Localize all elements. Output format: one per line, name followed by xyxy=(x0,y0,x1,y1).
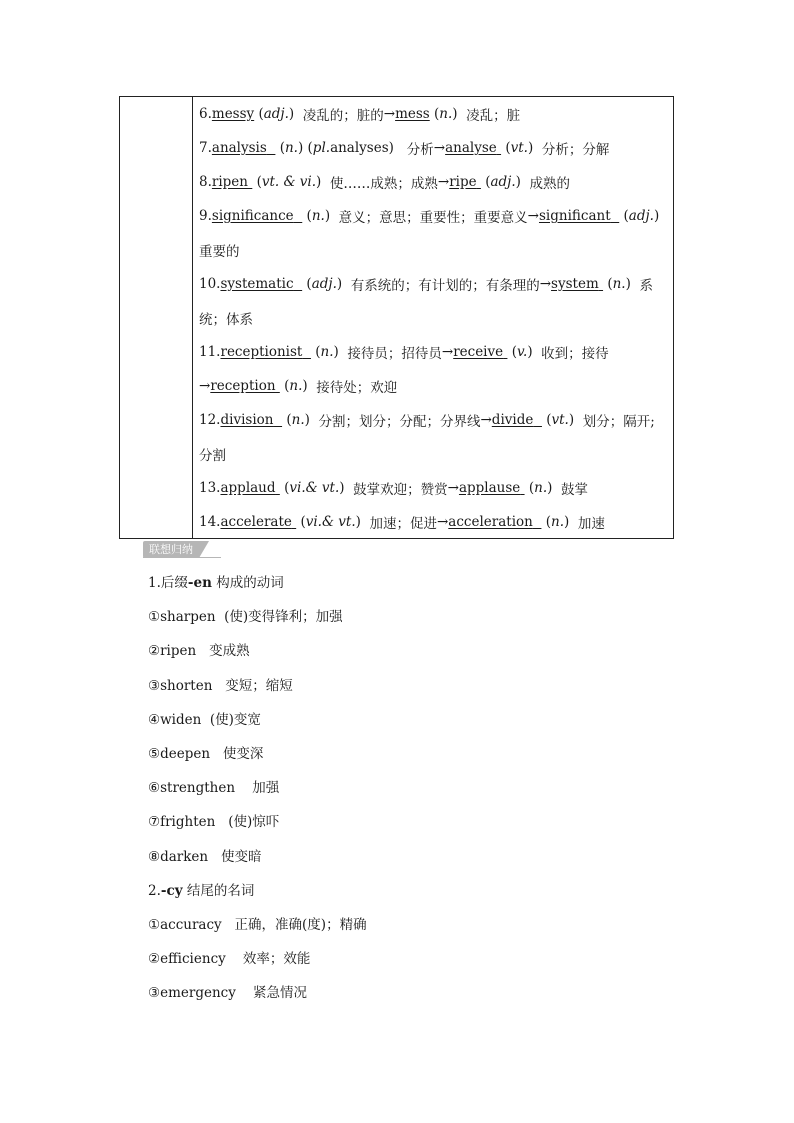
entry-pos: adj. xyxy=(311,276,337,292)
entry-pos: n. xyxy=(320,344,334,360)
list-item: ⑤deepen 使变深 xyxy=(148,745,264,762)
heading-suffix-bold: -en xyxy=(187,575,212,591)
entry-word: messy xyxy=(211,106,255,122)
derived-pos: vt. xyxy=(551,412,569,428)
derived-word: system xyxy=(551,276,599,292)
entry-number: 6. xyxy=(199,106,212,122)
entry-word: analysis xyxy=(211,140,267,156)
list-item: ⑦frighten (使)惊吓 xyxy=(148,814,280,831)
list-item: ②efficiency 效率；效能 xyxy=(148,951,311,968)
arrow: → xyxy=(433,140,446,156)
derived-word: ripe xyxy=(449,174,477,190)
entry-pos: n. xyxy=(311,208,325,224)
entry-pos: vi.& vt. xyxy=(305,514,356,530)
heading-prefix: 1.后缀 xyxy=(148,575,188,591)
entry-number: 11. xyxy=(199,344,221,360)
arrow: → xyxy=(199,378,211,394)
entry-10-cont xyxy=(199,301,667,335)
section-heading xyxy=(148,874,668,908)
entry-word: division xyxy=(220,412,274,428)
entry-word: systematic xyxy=(220,276,294,292)
derived-pos: n. xyxy=(439,106,453,122)
derived-word: acceleration xyxy=(448,514,533,530)
entry-10: 10. systematic ( adj. ) 有系统的；有计划的；有条理的 → system ( n. ) 系 xyxy=(199,276,653,294)
entry-9-cont xyxy=(199,233,667,267)
derived-pos: n. xyxy=(551,514,564,530)
derived-meaning: 成熟的 xyxy=(529,176,571,192)
plural-label: pl. xyxy=(312,140,331,156)
arrow: → xyxy=(447,480,459,496)
entry-word: receptionist xyxy=(220,344,303,360)
derived-pos: vt. xyxy=(510,140,528,156)
entry-word: ripen xyxy=(211,174,248,190)
entry-number: 10. xyxy=(199,276,221,292)
arrow: → xyxy=(383,106,396,122)
entry-word: accelerate xyxy=(220,514,292,530)
derived-pos: n. xyxy=(612,276,626,292)
derived-meaning: 统；体系 xyxy=(199,312,253,328)
entry-word: applaud xyxy=(220,480,276,496)
entry-12: 12. division ( n. ) 分割；划分；分配；分界线 → divide ( vt. ) 划分；隔开; xyxy=(199,412,655,430)
entry-meaning: 鼓掌欢迎；赞赏 xyxy=(353,482,448,498)
association-notes xyxy=(148,566,668,1010)
derived-meaning: 分割 xyxy=(199,448,226,464)
derived-meaning: 接待处；欢迎 xyxy=(316,380,398,396)
entry-number: 8. xyxy=(199,174,212,190)
entry-pos: vi.& vt. xyxy=(289,480,340,496)
heading-text: 结尾的名词 xyxy=(182,882,255,899)
entry-number: 12. xyxy=(199,412,221,428)
arrow: → xyxy=(527,208,539,224)
entry-number: 7. xyxy=(199,140,212,156)
list-item: ③emergency 紧急情况 xyxy=(148,985,308,1002)
section-heading xyxy=(148,566,668,600)
heading-prefix: 2. xyxy=(148,882,161,899)
entry-7: 7. analysis ( n. ) ( pl. analyses ) 分析 → analyse ( vt. ) 分析；分解 xyxy=(199,140,610,158)
entry-13: 13. applaud ( vi.& vt. ) 鼓掌欢迎；赞赏 → applause ( n. ) 鼓掌 xyxy=(199,480,588,498)
entry-14: 14. accelerate ( vi.& vt. ) 加速；促进 → acceleration ( n. ) 加速 xyxy=(199,514,605,532)
entry-meaning: 有系统的；有计划的；有条理的 xyxy=(350,278,540,294)
derived-pos: adj. xyxy=(490,174,516,190)
table-right-column xyxy=(193,97,673,538)
list-item: ②ripen 变成熟 xyxy=(148,643,250,660)
derived-word: analyse xyxy=(445,140,497,156)
arrow: → xyxy=(539,276,552,292)
section-tag-underline xyxy=(143,557,221,558)
entry-meaning: 接待员；招待员 xyxy=(347,346,442,362)
derived-word: receive xyxy=(453,344,504,360)
entry-8: 8. ripen ( vt. & vi. ) 使……成熟；成熟 → ripe ( adj. ) 成熟的 xyxy=(199,174,571,192)
derived-word: applause xyxy=(458,480,521,496)
entry-pos: adj. xyxy=(263,106,289,122)
section-tag-tail xyxy=(199,541,209,558)
entry-11: 11. receptionist ( n. ) 接待员；招待员 → receive ( v. ) 收到；接待 xyxy=(199,344,609,362)
derived-pos: n. xyxy=(289,378,303,394)
entry-pos: vt. & vi. xyxy=(261,174,317,190)
derived-pos: adj. xyxy=(628,208,654,224)
vocabulary-table xyxy=(119,96,674,539)
list-item: ③shorten 变短；缩短 xyxy=(148,677,293,694)
derived-meaning: 收到；接待 xyxy=(541,346,609,362)
arrow: → xyxy=(480,412,492,428)
derived-meaning: 分析；分解 xyxy=(541,142,610,158)
list-item: ①accuracy 正确，准确(度)；精确 xyxy=(148,916,367,933)
derived-word: divide xyxy=(491,412,534,428)
plural-form: analyses xyxy=(330,140,389,156)
arrow: → xyxy=(436,514,449,530)
list-item: ④widen (使)变宽 xyxy=(148,711,261,728)
entry-meaning: 分析 xyxy=(406,142,434,158)
entry-meaning: 凌乱的；脏的 xyxy=(302,108,384,124)
entry-number: 13. xyxy=(199,480,221,496)
entry-number: 9. xyxy=(199,208,212,224)
heading-suffix-bold: -cy xyxy=(160,882,183,899)
list-item: ⑥strengthen 加强 xyxy=(148,780,280,797)
entry-meaning: 使……成熟；成熟 xyxy=(329,176,438,192)
derived-meaning: 凌乱；脏 xyxy=(466,108,521,124)
entry-word: significance xyxy=(211,208,294,224)
list-item: ①sharpen (使)变得锋利；加强 xyxy=(148,609,343,626)
entry-pos: n. xyxy=(291,412,305,428)
entry-6: 6. messy ( adj. ) 凌乱的；脏的 → mess ( n. ) 凌乱；脏 xyxy=(199,106,521,124)
entry-meaning: 加速；促进 xyxy=(369,516,437,532)
entry-9: 9. significance ( n. ) 意义；意思；重要性；重要意义 → significant ( adj. ) xyxy=(199,208,660,226)
table-left-column xyxy=(120,97,193,538)
derived-pos: v. xyxy=(516,344,528,360)
derived-meaning: 加速 xyxy=(577,516,605,532)
derived-word: significant xyxy=(538,208,611,224)
arrow: → xyxy=(441,344,454,360)
derived-word: reception xyxy=(210,378,276,394)
entry-meaning: 意义；意思；重要性；重要意义 xyxy=(338,210,528,226)
derived-meaning: 重要的 xyxy=(199,244,240,260)
section-tag xyxy=(143,541,221,558)
derived-pos: n. xyxy=(534,480,548,496)
entry-12-cont xyxy=(199,437,667,471)
entry-number: 14. xyxy=(199,514,221,530)
heading-text: 构成的动词 xyxy=(211,575,284,591)
derived-meaning: 鼓掌 xyxy=(560,482,588,498)
arrow: → xyxy=(437,174,450,190)
section-tag-label: 联想归纳 xyxy=(143,541,199,558)
entry-pos: n. xyxy=(284,140,298,156)
derived-meaning: 系 xyxy=(639,278,653,294)
derived-word: mess xyxy=(395,106,430,122)
derived-meaning: 划分；隔开; xyxy=(582,414,655,430)
entry-11-cont: → reception ( n. ) 接待处；欢迎 xyxy=(199,378,398,396)
entry-meaning: 分割；划分；分配；分界线 xyxy=(318,414,481,430)
list-item: ⑧darken 使变暗 xyxy=(148,848,262,865)
